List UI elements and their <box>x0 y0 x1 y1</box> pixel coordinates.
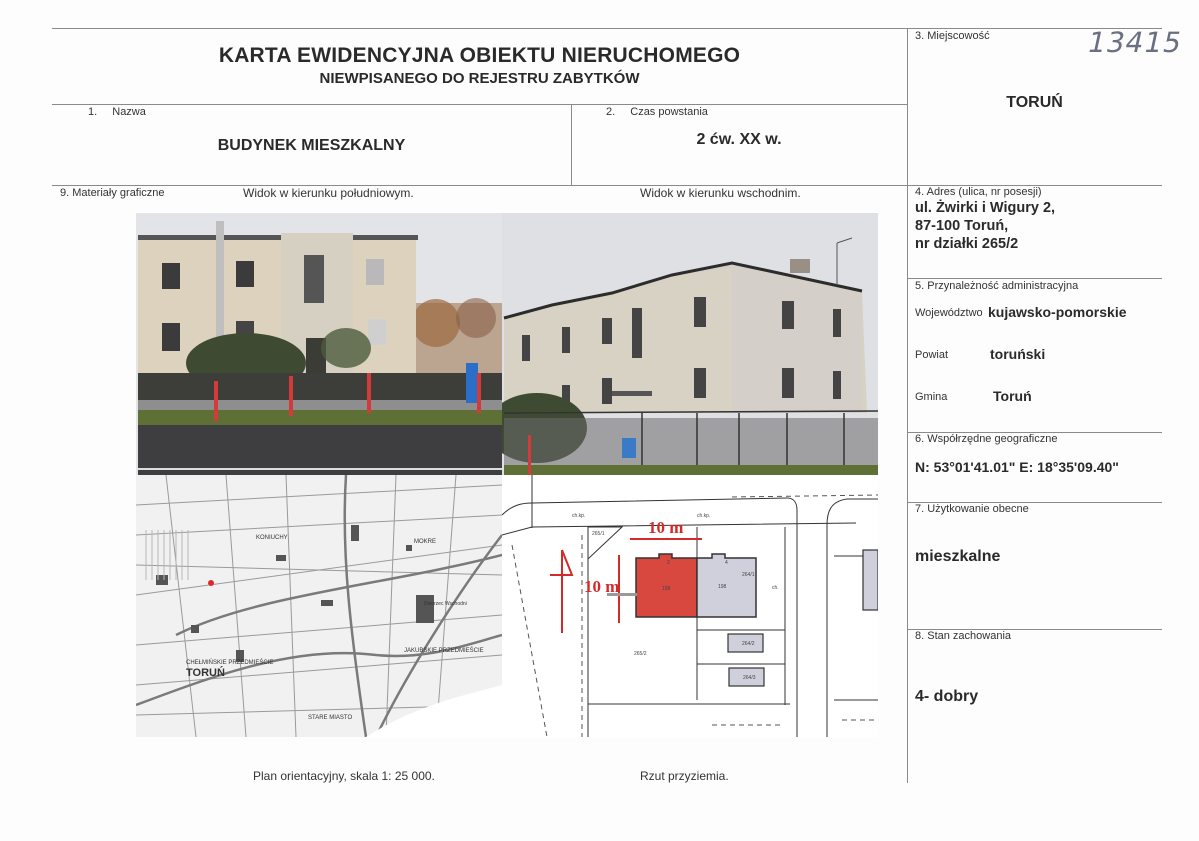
adres-value <box>915 199 1055 253</box>
czas-label-num: 2. <box>606 106 616 118</box>
map-label-dworzec: Dworzec Wschodni <box>424 601 467 607</box>
wspolrzedne-label: 6. Współrzędne geograficzne <box>915 433 1058 445</box>
map-caption: Plan orientacyjny, skala 1: 25 000. <box>253 769 435 783</box>
nazwa-label-text: Nazwa <box>112 106 146 118</box>
building-east-photo-icon <box>502 213 878 475</box>
przynaleznosc-label: 5. Przynależność administracyjna <box>915 280 1079 292</box>
adres-line-1: ul. Żwirki i Wigury 2, <box>915 200 1056 216</box>
plan-dim-horizontal: 10 m <box>648 518 684 537</box>
document-subtitle: NIEWPISANEGO DO REJESTRU ZABYTKÓW <box>319 70 640 87</box>
uzytkowanie-value: mieszkalne <box>915 548 1001 565</box>
wojewodztwo-value: kujawsko-pomorskie <box>988 304 1127 320</box>
powiat-value: toruński <box>990 346 1046 362</box>
czas-value: 2 ćw. XX w. <box>696 131 782 148</box>
building-south-photo-icon <box>136 213 502 475</box>
wspolrzedne-value: N: 53°01'41.01" E: 18°35'09.40" <box>915 459 1119 475</box>
materialy-label: 9. Materiały graficzne <box>60 187 165 199</box>
document-title: KARTA EWIDENCYJNA OBIEKTU NIERUCHOMEGO <box>218 44 741 67</box>
plan-label-bldg-a: 198 <box>662 586 671 592</box>
plan-label-chkp-1: ch.kp. <box>572 513 586 519</box>
location-marker <box>208 580 214 586</box>
uzytkowanie-label: 7. Użytkowanie obecne <box>915 503 1029 515</box>
map-label-stare-miasto: STARE MIASTO <box>308 715 353 721</box>
map-label-torun: TORUŃ <box>186 667 225 679</box>
adres-line-3: nr działki 265/2 <box>915 236 1019 252</box>
nazwa-label-num: 1. <box>88 106 98 118</box>
ground-plan <box>502 475 878 737</box>
stan-value: 4- dobry <box>915 688 979 705</box>
plan-caption: Rzut przyziemia. <box>640 769 729 783</box>
plan-label-264-2: 264/2 <box>742 641 755 647</box>
ground-plan-drawing-icon <box>502 475 878 737</box>
photo-south-view <box>136 213 502 475</box>
top-border <box>52 28 907 29</box>
plan-label-num-4: 4 <box>725 560 728 566</box>
plan-label-num-2: 2 <box>667 560 670 566</box>
location-map <box>136 475 502 737</box>
divider-right-panel <box>907 28 908 783</box>
divider-title <box>52 104 907 105</box>
plan-label-ch: ch. <box>772 585 779 591</box>
map-label-chelminskie: CHEŁMIŃSKIE PRZEDMIEŚCIE <box>186 660 274 666</box>
stan-label: 8. Stan zachowania <box>915 630 1012 642</box>
plan-label-chkp-2: ch.kp. <box>697 513 711 519</box>
photo-east-view <box>502 213 878 475</box>
plan-label-265-2: 265/2 <box>634 651 647 657</box>
adres-line-2: 87-100 Toruń, <box>915 218 1009 234</box>
gmina-value: Toruń <box>993 388 1032 404</box>
nazwa-label <box>88 106 146 118</box>
plan-label-bldg-b: 198 <box>718 584 727 590</box>
city-map-icon <box>136 475 502 737</box>
czas-label <box>606 106 708 118</box>
divider-r2 <box>907 278 1162 279</box>
miejscowosc-label: 3. Miejscowość <box>915 30 990 42</box>
plan-label-265-1: 265/1 <box>592 531 605 537</box>
map-label-koniuchy: KONIUCHY <box>256 535 288 541</box>
photo-south-caption: Widok w kierunku południowym. <box>243 186 414 200</box>
map-label-mokre: MOKRE <box>414 539 437 545</box>
adres-label: 4. Adres (ulica, nr posesji) <box>915 186 1042 198</box>
plan-label-264-1: 264/1 <box>742 572 755 578</box>
map-label-jakubskie: JAKUBSKIE PRZEDMIEŚCIE <box>404 648 484 654</box>
miejscowosc-value: TORUŃ <box>1006 94 1063 111</box>
powiat-label: Powiat <box>915 349 949 361</box>
plan-dim-vertical: 10 m <box>584 577 620 596</box>
photo-east-caption: Widok w kierunku wschodnim. <box>640 186 801 200</box>
nazwa-value: BUDYNEK MIESZKALNY <box>217 137 406 154</box>
handwritten-number: 13415 <box>1084 26 1186 59</box>
wojewodztwo-label: Województwo <box>915 307 983 319</box>
plan-label-264-3: 264/3 <box>743 675 756 681</box>
gmina-label: Gmina <box>915 391 948 403</box>
czas-label-text: Czas powstania <box>630 106 708 118</box>
